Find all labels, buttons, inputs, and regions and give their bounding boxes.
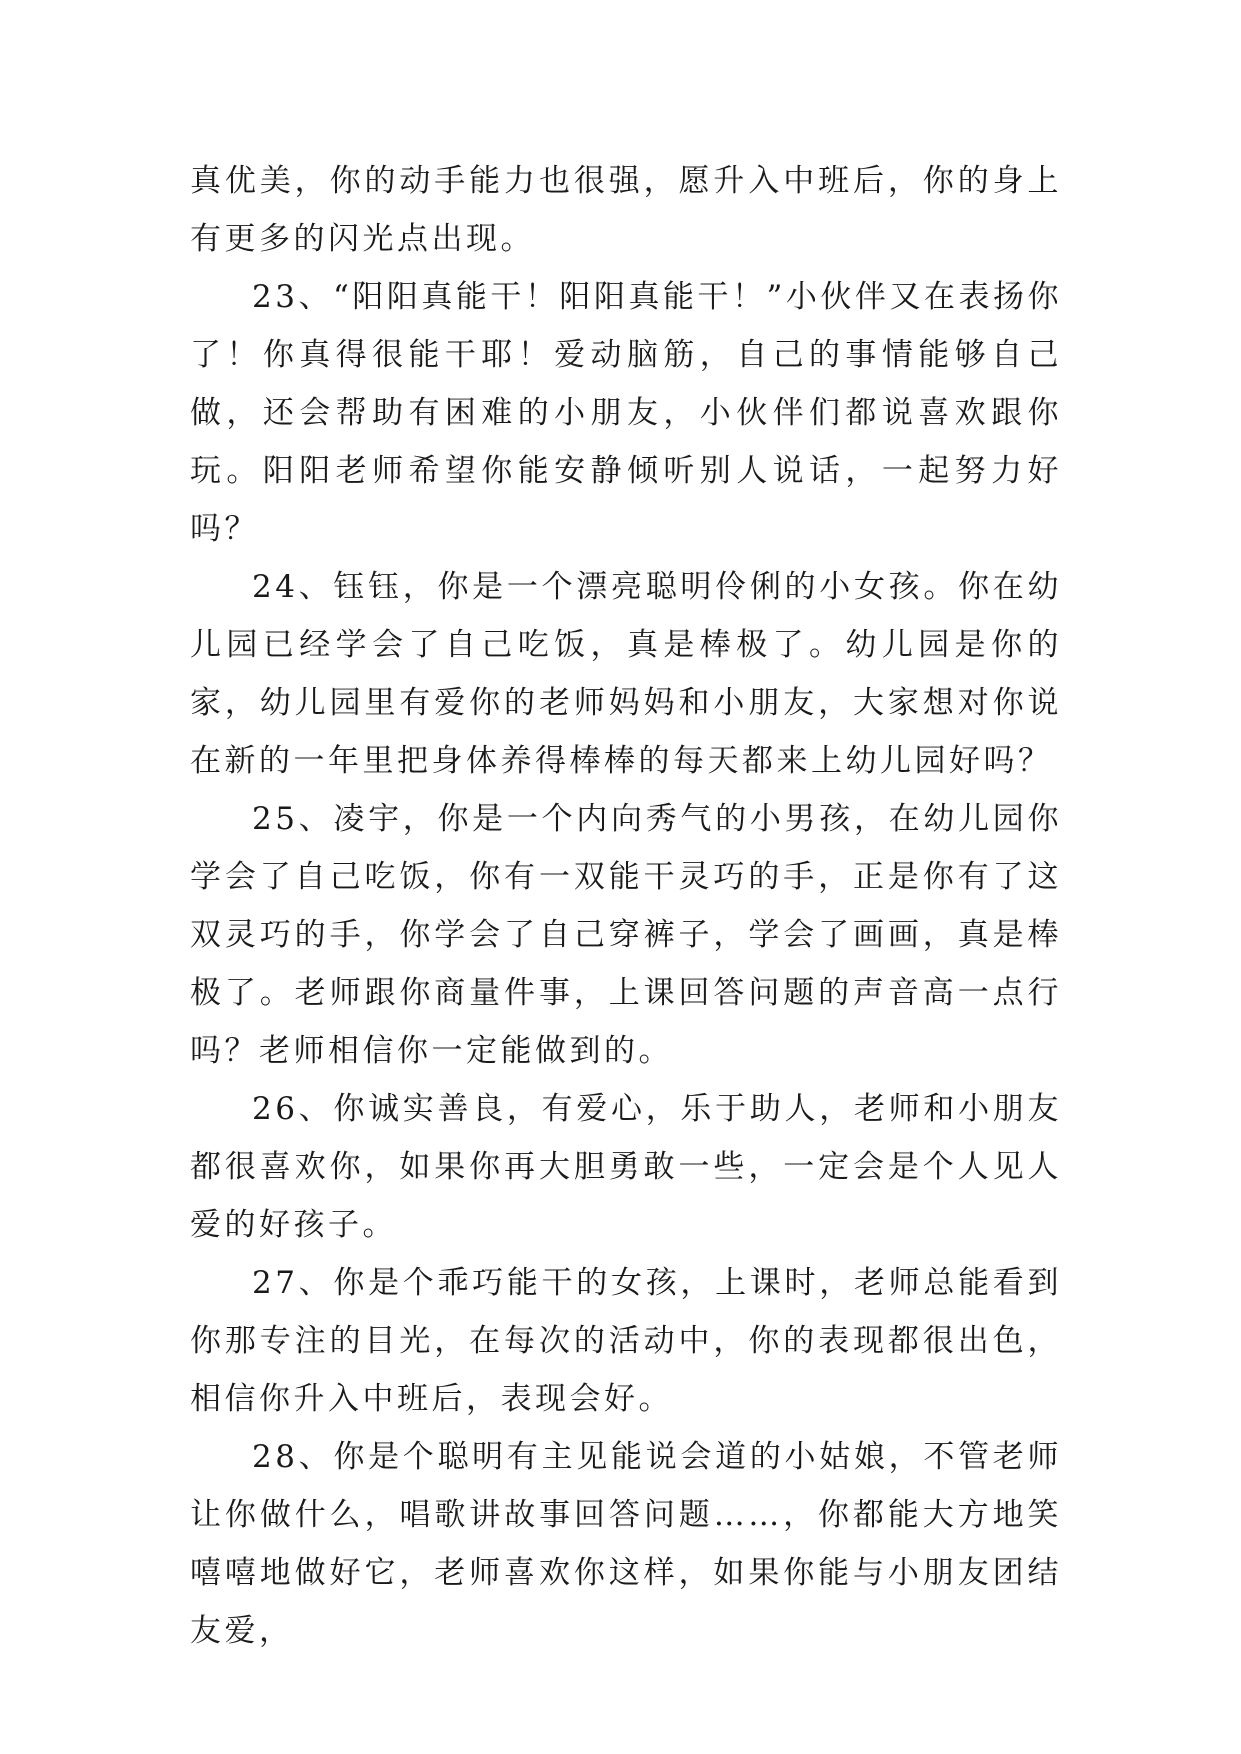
document-body: [190, 152, 1062, 1660]
paragraph-28: 28、你是个聪明有主见能说会道的小姑娘，不管老师让你做什么，唱歌讲故事回答问题……，你都能大方地笑嘻嘻地做好它，老师喜欢你这样，如果你能与小朋友团结友爱，: [190, 1439, 1062, 1649]
paragraph-25: 25、凌宇，你是一个内向秀气的小男孩，在幼儿园你学会了自己吃饭，你有一双能干灵巧的手，正是你有了这双灵巧的手，你学会了自己穿裤子，学会了画画，真是棒极了。老师跟你商量件事，上课回答问题的声音高一点行吗？老师相信你一定能做到的。: [190, 801, 1062, 1069]
paragraph-26: 26、你诚实善良，有爱心，乐于助人，老师和小朋友都很喜欢你，如果你再大胆勇敢一些，一定会是个人见人爱的好孩子。: [190, 1091, 1062, 1243]
paragraph-continuation: 真优美，你的动手能力也很强，愿升入中班后，你的身上有更多的闪光点出现。: [190, 163, 1062, 257]
paragraph-23: 23、“阳阳真能干！阳阳真能干！”小伙伴又在表扬你了！你真得很能干耶！爱动脑筋，自己的事情能够自己做，还会帮助有困难的小朋友，小伙伴们都说喜欢跟你玩。阳阳老师希望你能安静倾听别人说话，一起努力好吗？: [190, 279, 1062, 547]
paragraph-27: 27、你是个乖巧能干的女孩，上课时，老师总能看到你那专注的目光，在每次的活动中，你的表现都很出色，相信你升入中班后，表现会好。: [190, 1265, 1062, 1417]
paragraph-24: 24、钰钰，你是一个漂亮聪明伶俐的小女孩。你在幼儿园已经学会了自己吃饭，真是棒极了。幼儿园是你的家，幼儿园里有爱你的老师妈妈和小朋友，大家想对你说在新的一年里把身体养得棒棒的每天都来上幼儿园好吗？: [190, 569, 1062, 779]
